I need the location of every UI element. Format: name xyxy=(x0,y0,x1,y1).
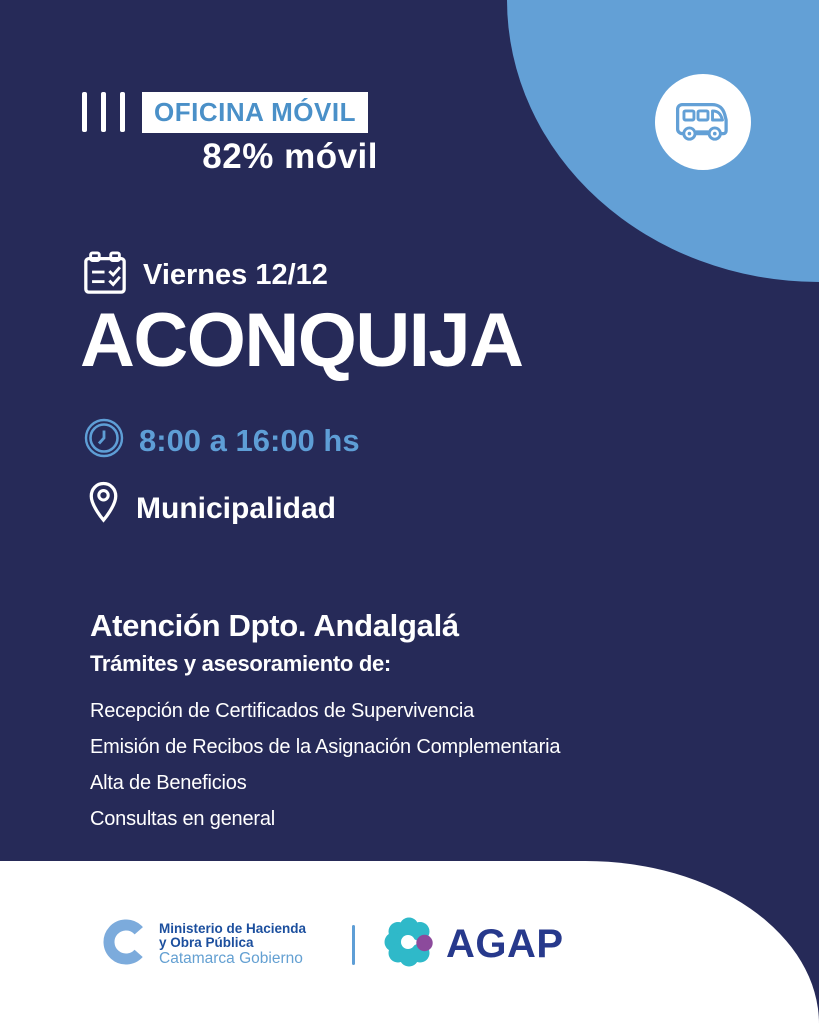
services-list xyxy=(90,700,560,844)
badge-label: OFICINA MÓVIL xyxy=(154,97,356,127)
event-date: Viernes 12/12 xyxy=(143,259,328,291)
catamarca-c-logo xyxy=(102,912,150,977)
attention-title: Atención Dpto. Andalgalá xyxy=(90,608,459,643)
agap-pinwheel-logo xyxy=(382,915,436,974)
service-item: Alta de Beneficios xyxy=(90,772,247,794)
event-place: Municipalidad xyxy=(136,492,337,525)
ministry-logo-block xyxy=(102,912,306,977)
bus-icon xyxy=(674,97,732,148)
triple-bars-decoration xyxy=(82,92,125,132)
footer-divider xyxy=(352,925,355,965)
date-row xyxy=(82,250,328,301)
oficina-movil-badge xyxy=(142,92,368,133)
agap-logo-block xyxy=(382,915,564,974)
event-time: 8:00 a 16:00 hs xyxy=(139,422,360,458)
ministry-name-line1: Ministerio de Hacienda xyxy=(159,920,307,936)
clock-icon xyxy=(84,418,124,463)
ministry-name-line2: y Obra Pública xyxy=(159,934,254,950)
service-item: Recepción de Certificados de Supervivencia xyxy=(90,700,475,722)
location-pin-icon xyxy=(88,481,119,537)
attention-subtitle: Trámites y asesoramiento de: xyxy=(90,651,391,676)
calendar-check-icon xyxy=(82,250,128,301)
place-row xyxy=(88,481,336,537)
ministry-name-line3: Catamarca Gobierno xyxy=(159,950,303,968)
bus-badge xyxy=(655,74,751,170)
service-item: Consultas en general xyxy=(90,808,276,830)
poster-subtitle: 82% móvil xyxy=(202,137,378,176)
service-item: Emisión de Recibos de la Asignación Complementaria xyxy=(90,736,561,758)
time-row xyxy=(84,418,360,463)
footer xyxy=(0,861,819,1024)
city-headline: ACONQUIJA xyxy=(80,298,523,383)
agap-wordmark: AGAP xyxy=(446,922,564,966)
